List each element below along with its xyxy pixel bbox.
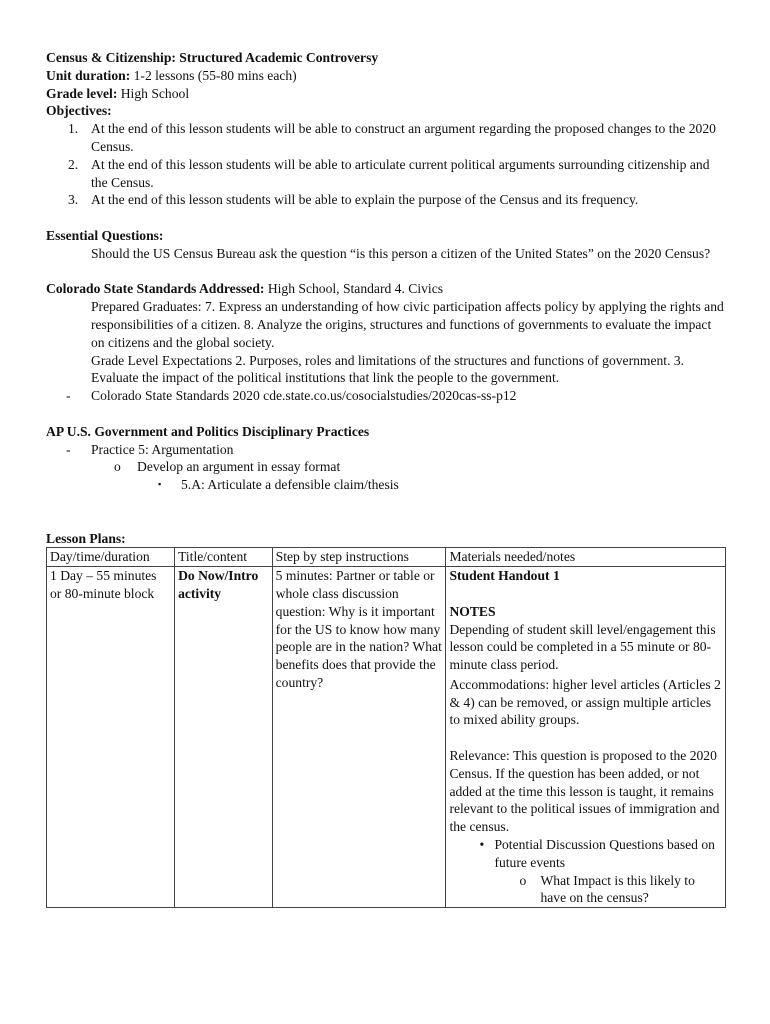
prepared-graduates: Prepared Graduates: 7. Express an understanding of how civic participation affects policy by applying the rights and responsibilities of a citizen. 8. Analyze the origins, structures and functions of governments to evaluate the impact on citizens and the global society. [91, 299, 724, 350]
ap-develop: o Develop an argument in essay format [114, 459, 341, 475]
essential-question-text: Should the US Census Bureau ask the question “is this person a citizen of the United States” on the 2020 Census? [91, 245, 711, 261]
lesson-plan-table [46, 547, 726, 908]
header-cell: Materials needed/notes [446, 548, 726, 567]
lesson-plans-heading: Lesson Plans: [46, 530, 126, 546]
header-cell: Title/content [175, 548, 273, 567]
unit-duration: Unit duration: 1-2 lessons (55-80 mins each) [46, 67, 297, 83]
grade-level: Grade level: High School [46, 85, 190, 101]
relevance-text: Relevance: This question is proposed to the 2020 Census. If the question has been added, or not added at the time this lesson is taught, it remains relevant to the political issues of immigration and the census. [449, 748, 720, 835]
objective-item: 1. At the end of this lesson students will be able to construct an argument regarding the proposed changes to the 2020 Census. [68, 121, 716, 154]
ap-practice: - Practice 5: Argumentation [66, 441, 234, 457]
document-title: Census & Citizenship: Structured Academic Controversy [46, 50, 379, 65]
standards-reference: - Colorado State Standards 2020 cde.state.co.us/cosocialstudies/2020cas-ss-p12 [66, 388, 517, 404]
objective-item: 3. At the end of this lesson students will be able to explain the purpose of the Census and its frequency. [68, 192, 639, 208]
grade-level-expectations: Grade Level Expectations 2. Purposes, roles and limitations of the structures and functions of government. 3. Evaluate the impact of the political institutions that link the people to the government. [91, 352, 685, 386]
list-item: o What Impact is this likely to have on the census? [519, 872, 695, 906]
table-header-row [47, 548, 726, 567]
table-row [47, 567, 726, 908]
list-item: • Potential Discussion Questions based on future events [479, 837, 715, 870]
objectives-heading: Objectives: [46, 103, 112, 119]
steps-cell: 5 minutes: Partner or table or whole class discussion question: Why is it important for the US to know how many people are in the nation? What benefits does that provide the country? [272, 567, 446, 908]
header-cell: Day/time/duration [47, 548, 175, 567]
accommodations-text: Accommodations: higher level articles (Articles 2 & 4) can be removed, or assign multiple articles to mixed ability groups. [449, 676, 721, 728]
header-cell: Step by step instructions [272, 548, 446, 567]
title-cell: Do Now/Intro activity [175, 567, 273, 908]
student-handout: Student Handout 1 [449, 568, 560, 584]
essential-questions-heading: Essential Questions: [46, 227, 164, 243]
lesson-plan-content [46, 49, 726, 908]
notes-text: Depending of student skill level/engagement this lesson could be completed in a 55 minute or 80-minute class period. [449, 621, 716, 673]
materials-cell [446, 567, 726, 908]
ap-claim: ▪ 5.A: Articulate a defensible claim/thesis [158, 477, 399, 493]
objectives-list [46, 120, 726, 209]
notes-heading: NOTES [449, 603, 496, 619]
standards-heading: Colorado State Standards Addressed: High School, Standard 4. Civics [46, 281, 444, 297]
day-cell: 1 Day – 55 minutes or 80-minute block [47, 567, 175, 908]
objective-item: 2. At the end of this lesson students will be able to articulate current political arguments surrounding citizenship and the Census. [68, 156, 710, 190]
ap-heading: AP U.S. Government and Politics Disciplinary Practices [46, 423, 370, 439]
